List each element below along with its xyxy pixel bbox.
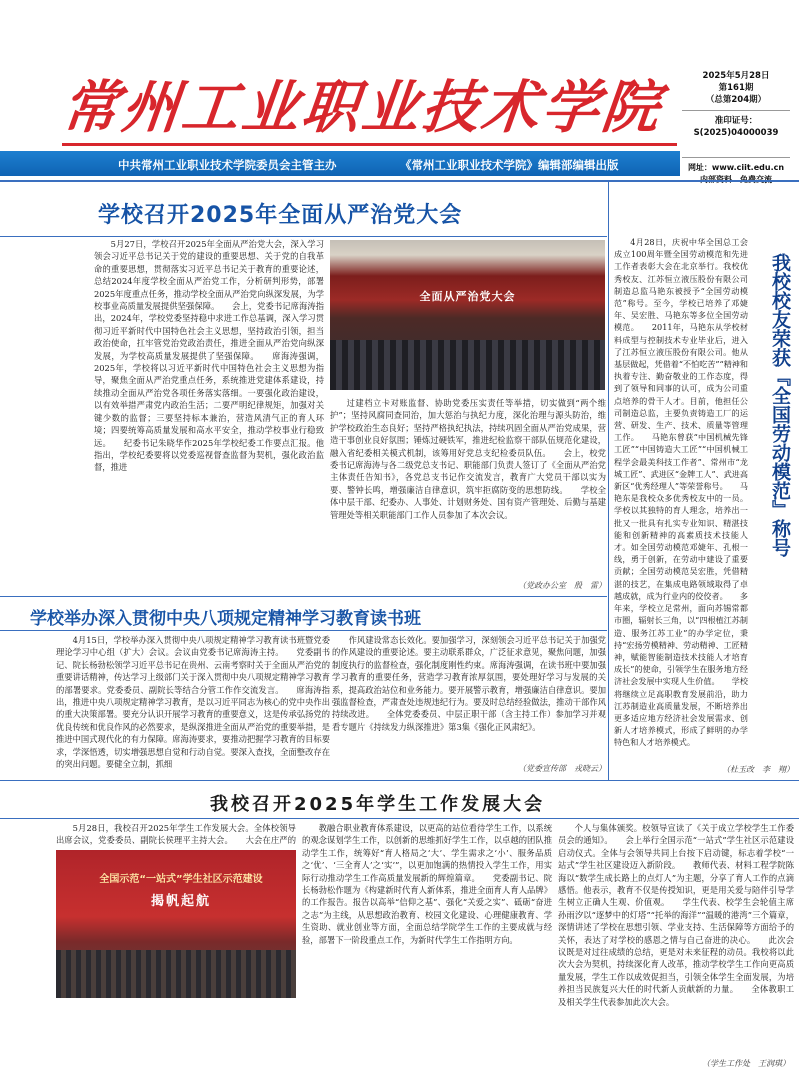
article3-byline: （学生工作处 王润琪） <box>702 1059 790 1068</box>
article3-photo-banner2: 揭帆起航 <box>150 894 211 909</box>
article1-photo-audience <box>330 340 605 390</box>
article1-body-right: 过建档立卡对账监督、协助党委压实责任等举措，切实做到“两个维护”；坚持风腐同查同治，加大惩治与执纪力度，深化治理与源头防治，维护学校政治生态良好；坚持严格执纪执法，持续巩固全面从严治党成果，营造干事创业良好氛围；锤炼过硬铁军，推进纪检监察干部队伍规范化建设，融入省纪委相关模式机制，该筹用好党总支纪检委员队伍。 会上，校党委书记席海涛与各二级党总支书记、职能部门负责人签订了《全面从严治党主体责任告知书》，各党总支书记作交流发言，教育广大党员干部以实为要、警钟长鸣，增强廉洁自律意识，筑牢拒腐防变的思想防线。 学校全体中层干部、纪委办、人事处、计划财务处、国有资产管理处、后勤与基建管理处等相关职能部门工作人员参加了本次会议。 <box>330 398 606 520</box>
masthead-underline <box>62 143 677 146</box>
permit-number: S(2025)04000039 <box>693 128 779 138</box>
article3-body-left-2 <box>56 1000 296 1072</box>
article3-photo <box>56 850 296 998</box>
masthead-bar <box>0 151 680 176</box>
article3-photo-crowd <box>56 950 296 998</box>
article1-photo <box>330 240 605 390</box>
article3-body-right: 个人与集体颁奖。校领导宣读了《关于成立学校学生工作委员会的通知》。 会上举行全国示范“一站式”学生社区示范建设启动仪式。全体与会领导共同上台按下启动键，标志着学校“一站式”学生社区建设迈入新阶段。 教师代表、材料工程学院陈海以“数学生成长路上的点灯人”为主题，分享了育人工作的点滴感悟。他表示，教育不仅是传授知识，更是用关爱与陪伴引导学生树立正确人生观、价值观。 学生代表、校学生会轮值主席孙雨汐以“逐梦中的灯塔”“托举的海洋”“温暖的港湾”三个篇章，深情讲述了学校在思想引领、学业支持、生活保障等方面给予的关怀，表达了对学校的感恩之情与自己奋进的决心。 此次会议既是对过往成绩的总结，更是对未来征程的动员。我校将以此次大会为契机，持续深化育人改革，推动学校学生工作向更高质量发展，学生工作以成效促担当，引领全体学生全面发展，为培养担当民族复兴大任的时代新人贡献新的力量。 全体教职工及相关学生代表参加此次大会。 <box>558 823 794 1007</box>
issue-total: （总第204期） <box>705 95 767 105</box>
article3-photo-banner: 全国示范“一站式”学生社区示范建设 <box>99 874 263 885</box>
article4-divider <box>608 182 609 780</box>
article1-headline: 学校召开2025年全面从严治党大会 <box>98 203 463 228</box>
article4-byline: （杜玉改 李 翔） <box>722 765 794 774</box>
issue-date: 2025年5月28日 <box>702 71 770 81</box>
article1-photo-banner: 全面从严治党大会 <box>419 290 516 303</box>
article3-body-left: 5月28日，我校召开2025年学生工作发展大会。全体校领导出席会议，党委委员、副院长侯理平主持大会。 大会在庄严的 <box>56 823 296 846</box>
article2-rule <box>0 630 607 631</box>
article2-body-right: 作风建设常态长效化。要加强学习，深刻领会习近平总书记关于加强党的作风建设的重要论述。要主动联系群众，广泛征求意见，聚焦问题，加强制度执行的监督检查，强化制度刚性约束。席海涛强调，在读书班中要加强学习教育的重要任务，营造学习教育浓厚氛围，要处理好学习与发展的关系，提高政治站位和业务能力。要开展警示教育，增强廉洁自律意识。要加强监督检查，严肃查处违规违纪行为。要及时总结经验做法，推动干部作风持续改进。 全体党委委员、中层正职干部（含主持工作）参加学习并观看专题片《持续发力纵深推进》第3集《强化正风肃纪》。 <box>332 635 606 732</box>
site-label: 网址：www.ciit.edu.cn <box>687 163 785 172</box>
article3-body-mid: 教融合职业教育体系建设，以更高的站位看待学生工作，以系统的观念谋划学生工作，以创新的思维抓好学生工作，以卓越的团队推动学生工作，统筹好“育人格局之‘大’、学生需求之‘小’、服务品质之‘优’、‘三全育人’之‘实’”，以更加饱满的热情投入学生工作，用实际行动推动学生工作高质量发展新的辉煌篇章。 党委副书记、院长杨勃松作题为《构建新时代育人新体系，推进全面育人育人品牌》的工作报告。报告以高举“信仰之基”、强化“关爱之实”、砥砺“奋进之志”为主线，从思想政治教育、校园文化建设、心理健康教育、学生资助、就业创业等方面，全面总结学院学生工作的主要成就与经验，部署下一阶段重点工作，为新时代学生工作指明方向。 <box>302 823 552 945</box>
article4-body: 4月28日，庆祝中华全国总工会成立100周年暨全国劳动模范和先进工作者表彰大会在北京举行。我校优秀校友、江苏恒立液压股份有限公司制造总监马艳东被授予“全国劳动模范”称号。至今，学校已培养了邓婕年、吴宏胜、马艳东等多位全国劳动模范。 2011年，马艳东从学校材料成型与控制技术专业毕业后，进入了江苏恒立液压股份有限公司。他从基层做起，凭借着“不怕吃苦”“精神和执着专注、勤奋敬业的工作态度，得到了领导和同事的认可，成为公司重点培养的骨干人才。目前，他担任公司制造总监，主要负责铸造工厂的运营、研发、生产、技术、质量等管理工作。 马艳东曾获“中国机械先锋工匠”“中国铸造大工匠”“中国机械工程学会最美科技工作者”、常州市“龙城工匠”、武进区“金牌工人”、武进高新区“优秀经理人”等荣誉称号。 马艳东是我校众多优秀校友中的一员。学校以其独特的育人理念，培养出一批又一批具有扎实专业知识、精湛技能和创新精神的高素质技术技能人才。如全国劳动模范邓婕年、孔根一线，勇于创新，在劳动中建设了重要贡献；全国劳动模范吴宏胜，凭借精湛的技艺，在集成电路领域取得了卓越成就，成为行业内的佼佼者。 多年来，学校立足常州，面向苏锡常都市圈，辐射长三角，以“四根植江苏制造、服务江苏工业”的办学定位，秉持“宏扬劳模精神、劳动精神、工匠精神，赋能智能制造技术技能人才培育成长”的使命，引领学生在服务地方经济社会发展中实现人生价值。 学校将继续立足高职教育发展前沿，助力江苏制造业高质量发展，不断培养出更多适应地方经济社会发展需求、创新人才培养模式，形成了鲜明的办学特色和人才培养模式。 <box>614 237 748 748</box>
issue-info <box>676 70 796 186</box>
article2-headline: 学校举办深入贯彻中央八项规定精神学习教育读书班 <box>30 609 421 629</box>
article2-byline: （党委宣传部 戎晓云） <box>518 764 606 773</box>
permit-label: 准印证号： <box>714 116 758 126</box>
article1-rule <box>0 236 607 237</box>
issue-rule-2 <box>682 157 790 158</box>
editor-text: 《常州工业职业技术学院》编辑部编辑出版 <box>400 158 619 172</box>
article1-body-left: 5月27日，学校召开2025年全面从严治党大会，深入学习领会习近平总书记关于党的建设的重要思想、关于党的自我革命的重要思想，贯彻落实习近平总书记关于教育的重要论述，总结2024年度学校全面从严治党工作，分析研判形势，部署2025年度重点任务，推动学校全面从严治党向纵深发展，为学校事业高质量发展提供坚强保障。 会上，党委书记席海涛指出，2024年，学校党委坚持稳中求进工作总基调，深入学习贯彻习近平新时代中国特色社会主义思想，坚持政治引领，担当政治使命，扛牢管党治党政治责任，推进全面从严治党向纵深发展，为学校高质量发展提供了坚强保障。 席海涛强调，2025年，学校将以习近平新时代中国特色社会主义思想为指导，聚焦全面从严治党重点任务，系统推进党建体系建设，持续推动全面从严治党各项任务落实落细。一要强化政治建设，以有效举措严肃党内政治生活；二要严明纪律规矩，加强对关键少数的监督；三要坚持标本兼治，营造风清气正的育人环境；四要统筹高质量发展和高水平安全，推动学校事业行稳致远。 纪委书记朱晓华作2025年学校纪委工作要点汇报。他指出，学校纪委要将以党委巡视督查监督为契机，强化政治监督，推进 <box>94 239 324 473</box>
article2-rule-top <box>0 596 607 597</box>
issue-rule <box>682 110 790 111</box>
article2-body-left: 4月15日，学校举办深入贯彻中央八项规定精神学习教育读书班暨党委理论学习中心组（扩大）会议。会议由党委书记席海涛主持。 党委副书记、院长杨勃松领学习近平总书记在贵州、云南考察时关于全面从严治党的重要讲话精神，传达学习上级部门关于深入贯彻中央八项规定精神学习教育的部署要求。党委委员、副院长等结合分管工作作交流发言。 席海涛指出，推进中央八项规定精神学习教育，是以习近平同志为核心的党中央作出的重大决策部署。要充分认识开展学习教育的重要意义，这是传承弘扬党的优良传统和优良作风的必然要求，是纵深推进全面从严治党的重要举措，是推进中国式现代化的有力保障。席海涛要求，要推动把握学习教育的目标要求，学深悟透，切实增强思想自觉和行动自觉。要深入查找，全面整改存在的突出问题。要健全立制，抓细 <box>56 635 330 770</box>
article3-headline: 我校召开2025年学生工作发展大会 <box>210 794 546 815</box>
sponsor-text: 中共常州工业职业技术学院委员会主管主办 <box>118 158 337 172</box>
article1-byline: （党政办公室 殷 雷） <box>518 581 606 590</box>
article4-vertical-headline: 我校校友荣获『全国劳动模范』称号 <box>769 253 791 557</box>
masthead-title: 常州工业职业技术学院 <box>58 74 666 141</box>
issue-number: 第161期 <box>718 83 754 93</box>
top-divider <box>0 180 799 182</box>
